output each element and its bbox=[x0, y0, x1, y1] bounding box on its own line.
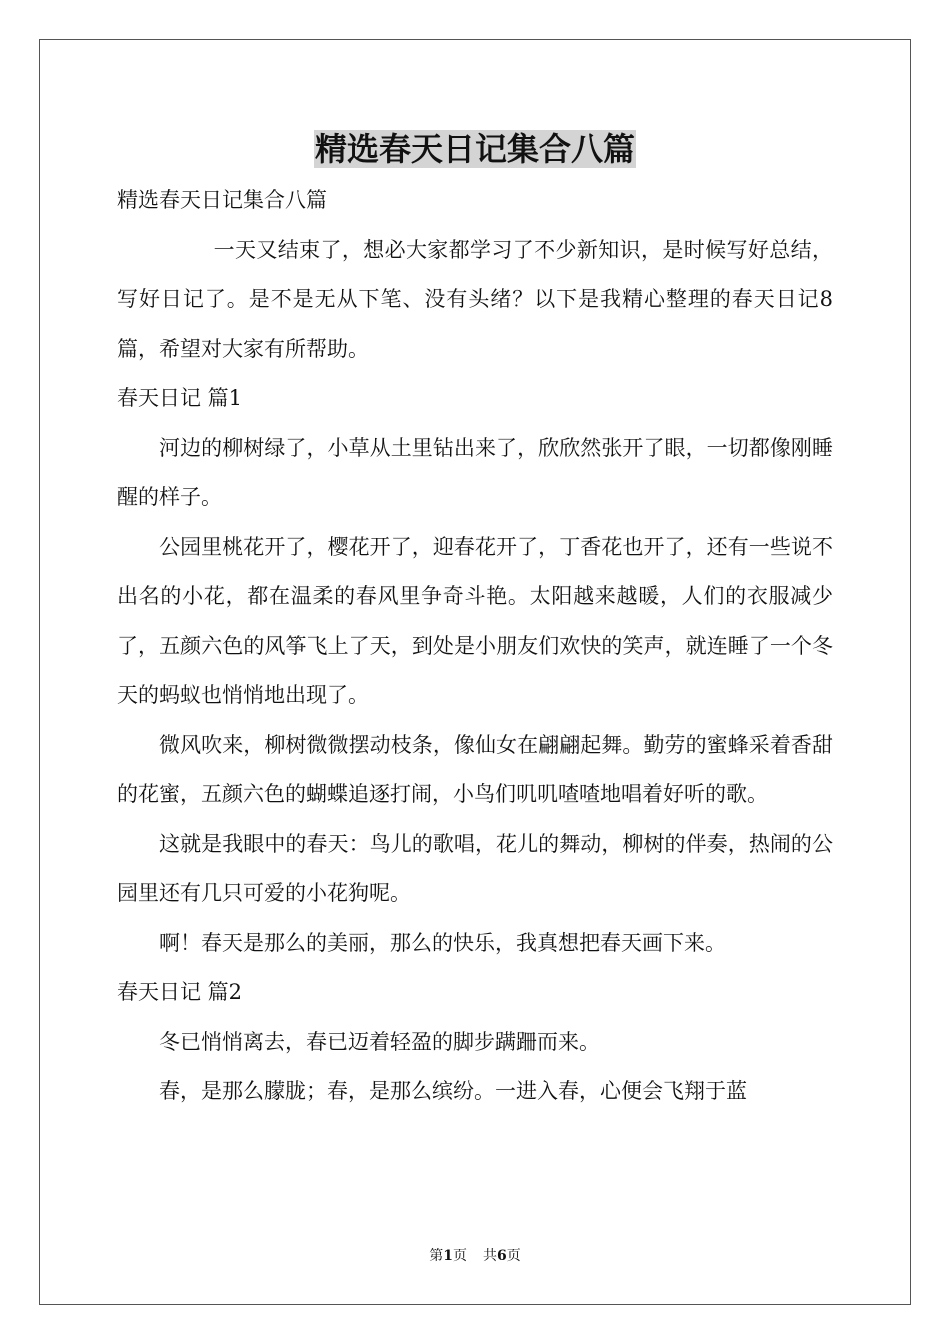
total-prefix: 共 bbox=[483, 1248, 497, 1264]
paragraph: 这就是我眼中的春天：鸟儿的歌唱，花儿的舞动，柳树的伴奏，热闹的公园里还有几只可爱的小花狗呢。 bbox=[117, 831, 833, 905]
page-prefix: 第 bbox=[429, 1248, 444, 1264]
document-title bbox=[0, 124, 950, 174]
paragraph: 微风吹来，柳树微微摆动枝条，像仙女在翩翩起舞。勤劳的蜜蜂采着香甜的花蜜，五颜六色的蝴蝶追逐打闹，小鸟们叽叽喳喳地唱着好听的歌。 bbox=[117, 732, 833, 806]
document-title-text: 精选春天日记集合八篇 bbox=[314, 130, 635, 168]
paragraph: 河边的柳树绿了，小草从土里钻出来了，欣欣然张开了眼，一切都像刚睡醒的样子。 bbox=[117, 435, 833, 509]
total-suffix: 页 bbox=[506, 1248, 521, 1264]
document-body bbox=[117, 176, 833, 1117]
page-footer bbox=[0, 1246, 950, 1266]
intro-paragraph: 一天又结束了，想必大家都学习了不少新知识，是时候写好总结，写好日记了。是不是无从下笔、没有头绪？以下是我精心整理的春天日记8篇，希望对大家有所帮助。 bbox=[117, 237, 833, 361]
section-heading: 春天日记 篇1 bbox=[117, 386, 243, 410]
paragraph: 公园里桃花开了，樱花开了，迎春花开了，丁香花也开了，还有一些说不出名的小花，都在温柔的春风里争奇斗艳。太阳越来越暖，人们的衣服减少了，五颜六色的风筝飞上了天，到处是小朋友们欢快的笑声，就连睡了一个冬天的蚂蚁也悄悄地出现了。 bbox=[117, 534, 833, 707]
document-subtitle: 精选春天日记集合八篇 bbox=[117, 188, 327, 212]
paragraph: 冬已悄悄离去，春已迈着轻盈的脚步蹒跚而来。 bbox=[159, 1029, 600, 1054]
paragraph: 春，是那么朦胧；春，是那么缤纷。一进入春，心便会飞翔于蓝 bbox=[159, 1079, 747, 1103]
paragraph: 啊！春天是那么的美丽，那么的快乐，我真想把春天画下来。 bbox=[159, 930, 726, 955]
page-suffix: 页 bbox=[453, 1248, 467, 1264]
page-number: 1 bbox=[443, 1248, 453, 1264]
total-pages: 6 bbox=[497, 1248, 507, 1264]
section-heading: 春天日记 篇2 bbox=[117, 980, 243, 1004]
